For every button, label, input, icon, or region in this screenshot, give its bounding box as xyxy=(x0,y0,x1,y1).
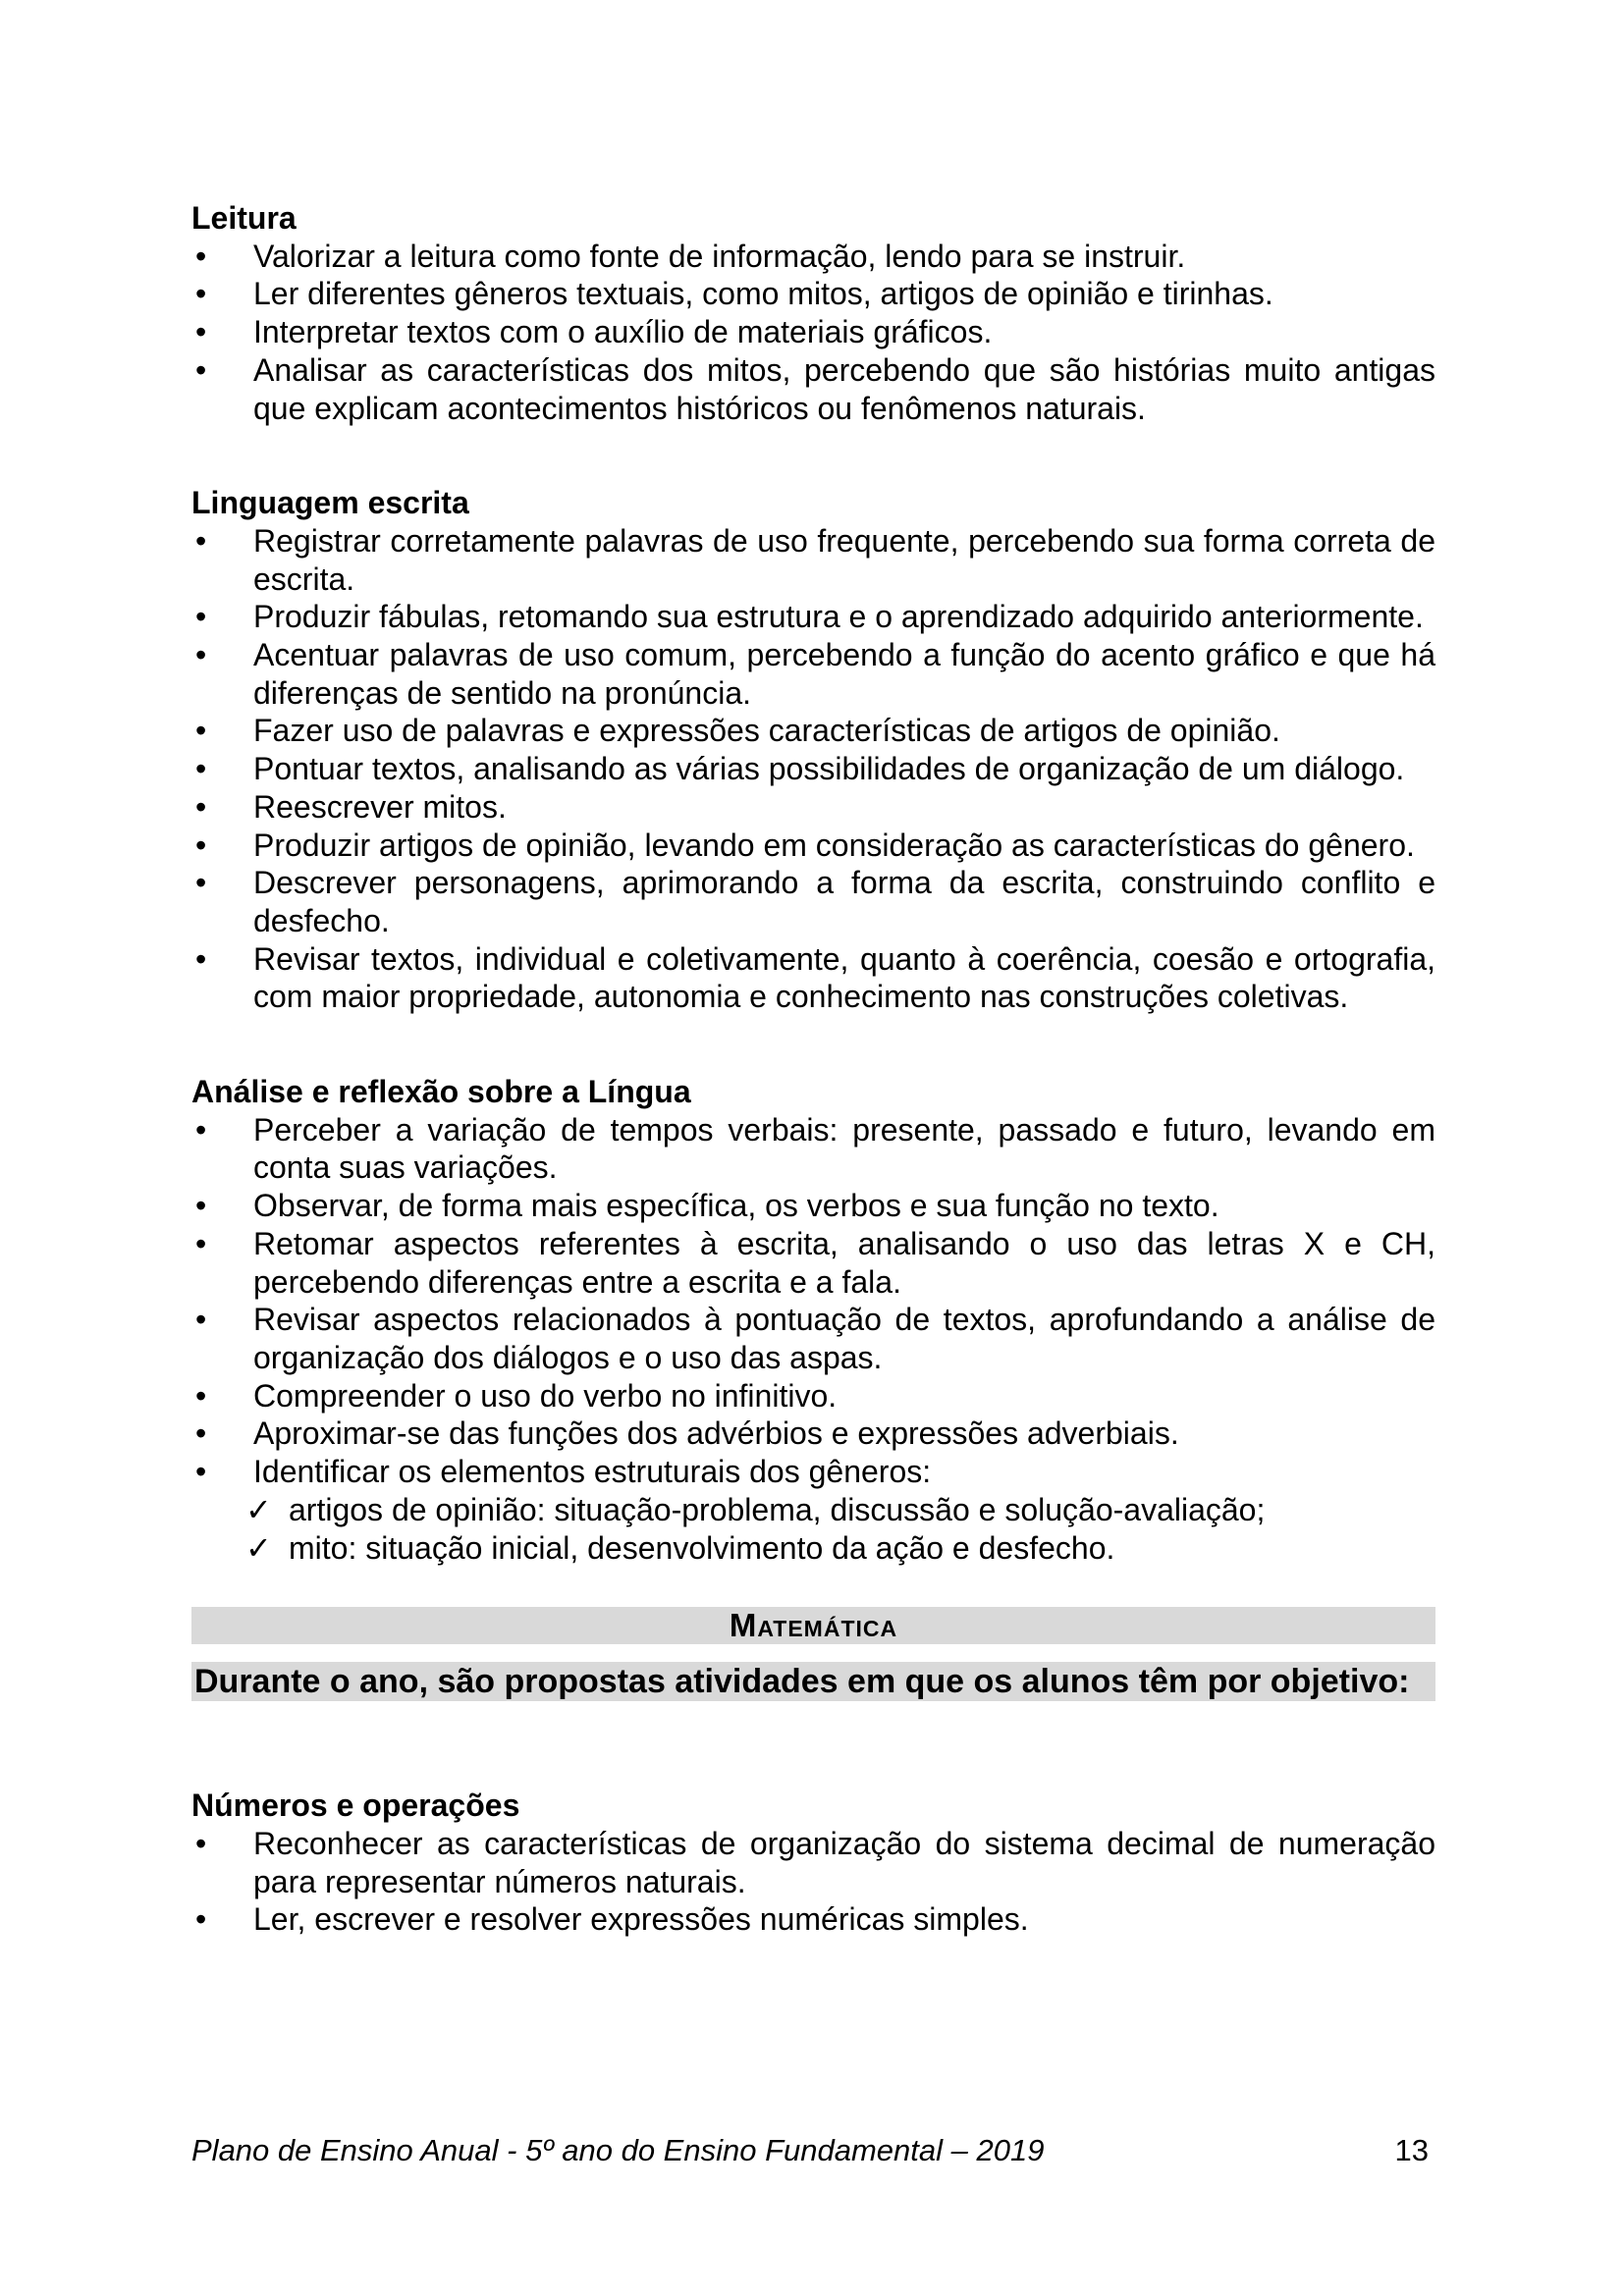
list-item-text: Valorizar a leitura como fonte de informação, lendo para se instruir. xyxy=(253,238,1186,274)
bullet-icon: • xyxy=(195,1302,207,1338)
list-item-text: Analisar as características dos mitos, percebendo que são histórias muito antigas que explicam acontecimentos históricos ou fenômenos naturais. xyxy=(253,351,1435,426)
bullet-icon: • xyxy=(195,827,207,863)
page-content xyxy=(191,199,1435,1939)
bullet-icon: • xyxy=(195,1901,207,1938)
page-footer xyxy=(191,2132,1429,2169)
list-item xyxy=(191,864,1435,939)
bullet-icon: • xyxy=(195,1188,207,1224)
bullet-icon: • xyxy=(195,751,207,787)
list-item-text: Reconhecer as características de organização do sistema decimal de numeração para representar números naturais. xyxy=(253,1825,1435,1899)
sub-list-item-text: mito: situação inicial, desenvolvimento da ação e desfecho. xyxy=(289,1529,1115,1566)
list-item-text: Compreender o uso do verbo no infinitivo. xyxy=(253,1377,838,1414)
bullet-icon: • xyxy=(195,599,207,635)
list-item xyxy=(191,712,1435,750)
page-number: 13 xyxy=(1394,2133,1429,2167)
list-item-text: Reescrever mitos. xyxy=(253,788,507,825)
list-item-text: Identificar os elementos estruturais dos gêneros: xyxy=(253,1454,932,1490)
list-item xyxy=(191,1453,1435,1491)
list-item xyxy=(191,522,1435,598)
bullet-icon: • xyxy=(195,1225,207,1261)
bullet-icon: • xyxy=(195,637,207,673)
list-item-text: Produzir fábulas, retomando sua estrutura e o aprendizado adquirido anteriormente. xyxy=(253,599,1424,635)
sub-list-item xyxy=(245,1529,1435,1568)
list-item xyxy=(191,1301,1435,1376)
list-item xyxy=(191,1111,1435,1187)
list-item-text: Observar, de forma mais específica, os verbos e sua função no texto. xyxy=(253,1188,1219,1224)
bullet-icon: • xyxy=(195,1377,207,1414)
list-item xyxy=(191,750,1435,788)
bullet-icon: • xyxy=(195,940,207,977)
list-item-text: Interpretar textos com o auxílio de materiais gráficos. xyxy=(253,314,993,350)
list-item-text: Revisar textos, individual e coletivamente, quanto à coerência, coesão e ortografia, com maior propriedade, autonomia e conhecimento nas construções coletivas. xyxy=(253,940,1435,1015)
check-icon: ✓ xyxy=(245,1491,272,1527)
list-item-text: Aproximar-se das funções dos advérbios e expressões adverbiais. xyxy=(253,1415,1179,1452)
list-item xyxy=(191,275,1435,313)
section-leitura xyxy=(191,199,1435,427)
list-item-text: Pontuar textos, analisando as várias possibilidades de organização de um diálogo. xyxy=(253,751,1405,787)
list-item xyxy=(191,1415,1435,1453)
section-heading-leitura: Leitura xyxy=(191,200,297,236)
list-item-text: Fazer uso de palavras e expressões características de artigos de opinião. xyxy=(253,713,1280,749)
list-item xyxy=(191,598,1435,636)
list-item-text: Registrar corretamente palavras de uso frequente, percebendo sua forma correta de escrita. xyxy=(253,522,1435,597)
list-item-text: Descrever personagens, aprimorando a forma da escrita, construindo conflito e desfecho. xyxy=(253,865,1435,938)
list-item xyxy=(191,1225,1435,1301)
list-item xyxy=(191,313,1435,351)
bullet-icon: • xyxy=(195,1454,207,1490)
footer-document-title: Plano de Ensino Anual - 5º ano do Ensino Fundamental – 2019 xyxy=(191,2133,1045,2167)
list-item xyxy=(191,1825,1435,1900)
list-item-text: Perceber a variação de tempos verbais: presente, passado e futuro, levando em conta suas variações. xyxy=(253,1111,1435,1186)
check-icon: ✓ xyxy=(245,1529,272,1566)
bullet-icon: • xyxy=(195,1415,207,1452)
section-numeros-operacoes xyxy=(191,1787,1435,1939)
list-item-text: Ler, escrever e resolver expressões numéricas simples. xyxy=(253,1901,1029,1938)
section-heading-linguagem-escrita: Linguagem escrita xyxy=(191,485,469,521)
sub-list-item xyxy=(245,1491,1435,1529)
list-item xyxy=(191,636,1435,712)
bullet-icon: • xyxy=(195,314,207,350)
section-analise-reflexao xyxy=(191,1073,1435,1567)
bullet-icon: • xyxy=(195,351,207,388)
list-item xyxy=(191,1900,1435,1939)
bullet-icon: • xyxy=(195,865,207,901)
list-item-text: Retomar aspectos referentes à escrita, analisando o uso das letras X e CH, percebendo diferenças entre a escrita e a fala. xyxy=(253,1225,1435,1300)
list-item xyxy=(191,940,1435,1016)
list-item xyxy=(191,827,1435,865)
section-linguagem-escrita xyxy=(191,484,1435,1016)
bullet-icon: • xyxy=(195,238,207,274)
bullet-icon: • xyxy=(195,276,207,312)
list-item xyxy=(191,788,1435,827)
list-item-text: Revisar aspectos relacionados à pontuação de textos, aprofundando a análise de organização dos diálogos e o uso das aspas. xyxy=(253,1302,1435,1375)
bullet-icon: • xyxy=(195,713,207,749)
bullet-icon: • xyxy=(195,522,207,559)
list-item xyxy=(191,351,1435,427)
matematica-banner-title: Matemática xyxy=(191,1607,1435,1644)
bullet-icon: • xyxy=(195,1825,207,1861)
list-item xyxy=(191,238,1435,276)
bullet-icon: • xyxy=(195,788,207,825)
sub-list-item-text: artigos de opinião: situação-problema, discussão e solução-avaliação; xyxy=(289,1491,1266,1527)
list-item xyxy=(191,1187,1435,1225)
section-heading-analise-reflexao: Análise e reflexão sobre a Língua xyxy=(191,1074,691,1110)
list-item-text: Produzir artigos de opinião, levando em consideração as características do gênero. xyxy=(253,827,1415,863)
list-item-text: Ler diferentes gêneros textuais, como mitos, artigos de opinião e tirinhas. xyxy=(253,276,1273,312)
list-item-text: Acentuar palavras de uso comum, percebendo a função do acento gráfico e que há diferenças de sentido na pronúncia. xyxy=(253,637,1435,711)
section-heading-numeros-operacoes: Números e operações xyxy=(191,1788,520,1824)
matematica-banner-intro: Durante o ano, são propostas atividades em que os alunos têm por objetivo: xyxy=(191,1662,1435,1701)
list-item xyxy=(191,1377,1435,1415)
bullet-icon: • xyxy=(195,1111,207,1148)
